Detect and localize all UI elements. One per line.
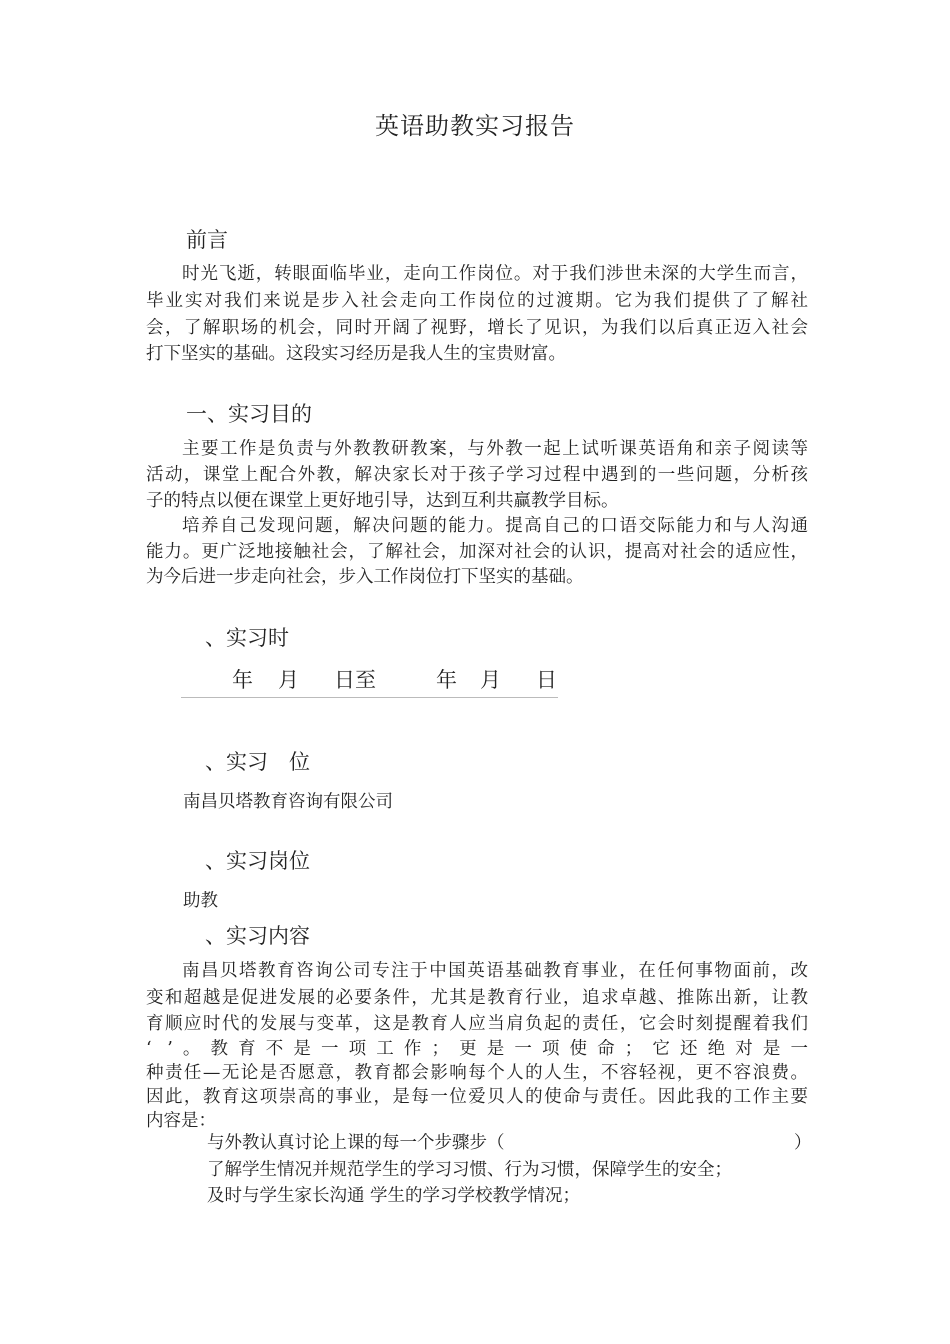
document-title: 英语助教实习报告 — [375, 112, 575, 140]
content-line: 育顺应时代的发展与变革，这是教育人应当肩负起的责任，它会时刻提醒着我们 — [146, 1014, 808, 1034]
content-line: 种责任—无论是否愿意，教育都会影响每个人的人生，不容轻视，更不容浪费。 — [146, 1063, 808, 1083]
time-heading: 、实习时 — [205, 626, 289, 650]
unit-heading: 、实习 位 — [205, 750, 310, 774]
post-value: 助教 — [183, 891, 218, 911]
content-line: 变和超越是促进发展的必要条件，尤其是教育行业，追求卓越、推陈出新，让教 — [146, 988, 808, 1008]
date-underline — [181, 697, 558, 698]
end-month-label: 月 — [480, 668, 501, 692]
preface-line: 时光飞逝，转眼面临毕业，走向工作岗位。对于我们涉世未深的大学生而言， — [182, 264, 808, 284]
end-year-label: 年 — [436, 668, 457, 692]
purpose-line: 为今后进一步走向社会，步入工作岗位打下坚实的基础。 — [146, 567, 584, 587]
purpose-line: 能力。更广泛地接触社会，了解社会，加深对社会的认识，提高对社会的适应性， — [146, 542, 808, 562]
list-item-close-paren: ） — [794, 1133, 812, 1153]
content-line: 内容是： — [146, 1111, 216, 1131]
start-month-label: 月 — [278, 668, 299, 692]
content-line: ‘ ’。教育不是一项工作；更是一项使命；它还绝对是一 — [146, 1039, 808, 1059]
content-line: 因此，教育这项崇高的事业，是每一位爱贝人的使命与责任。因此我的工作主要 — [146, 1087, 808, 1107]
preface-heading: 前言 — [186, 228, 228, 252]
preface-line: 打下坚实的基础。这段实习经历是我人生的宝贵财富。 — [146, 344, 566, 364]
list-item: 了解学生情况并规范学生的学习习惯、行为习惯，保障学生的安全； — [207, 1160, 732, 1180]
end-day-label: 日 — [536, 668, 557, 692]
purpose-line: 子的特点以便在课堂上更好地引导，达到互利共赢教学目标。 — [146, 491, 619, 511]
purpose-line: 主要工作是负责与外教教研教案，与外教一起上试听课英语角和亲子阅读等 — [182, 439, 808, 459]
content-line: 南昌贝塔教育咨询公司专注于中国英语基础教育事业，在任何事物面前，改 — [182, 961, 808, 981]
unit-value: 南昌贝塔教育咨询有限公司 — [183, 792, 393, 812]
post-heading: 、实习岗位 — [205, 849, 310, 873]
content-heading: 、实习内容 — [205, 924, 310, 948]
list-item: 与外教认真讨论上课的每一个步骤步（ — [207, 1133, 505, 1153]
start-day-label: 日至 — [334, 668, 376, 692]
preface-line: 会，了解职场的机会，同时开阔了视野，增长了见识，为我们以后真正迈入社会 — [146, 318, 808, 338]
preface-line: 毕业实对我们来说是步入社会走向工作岗位的过渡期。它为我们提供了了解社 — [146, 291, 808, 311]
list-item: 及时与学生家长沟通 学生的学习学校教学情况； — [207, 1186, 581, 1206]
purpose-line: 培养自己发现问题，解决问题的能力。提高自己的口语交际能力和与人沟通 — [182, 516, 808, 536]
purpose-heading: 一、实习目的 — [186, 402, 312, 426]
purpose-line: 活动，课堂上配合外教，解决家长对于孩子学习过程中遇到的一些问题，分析孩 — [146, 465, 808, 485]
start-year-label: 年 — [232, 668, 253, 692]
